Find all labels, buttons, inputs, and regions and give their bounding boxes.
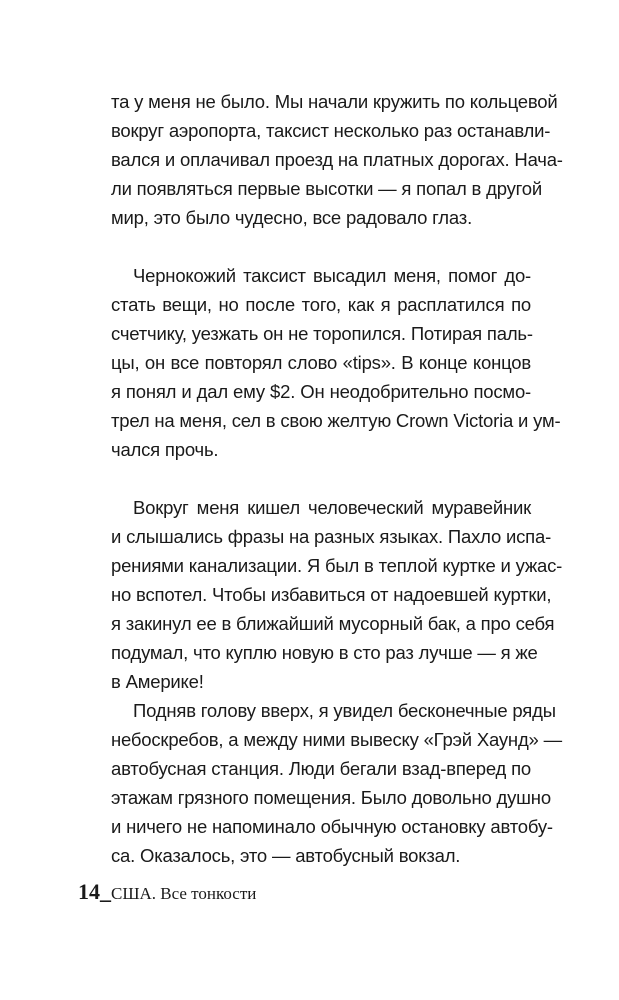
text-line: та у меня не было. Мы начали кружить по кольцевой <box>111 91 558 112</box>
text-line: цы, он все повторял слово «tips». В конце концов <box>111 352 531 373</box>
book-title: США. Все тонкости <box>111 884 257 903</box>
text-line: я понял и дал ему $2. Он неодобрительно посмо- <box>111 381 531 402</box>
text-line: вался и оплачивал проезд на платных дорогах. Нача- <box>111 149 563 170</box>
footer-separator: _ <box>100 879 111 904</box>
text-line: этажам грязного помещения. Было довольно душно <box>111 787 551 808</box>
text-line: вокруг аэропорта, таксист несколько раз останавли- <box>111 120 551 141</box>
text-line: Вокруг меня кишел человеческий муравейник <box>133 497 531 518</box>
text-line: мир, это было чудесно, все радовало глаз. <box>111 207 473 228</box>
text-line: в Америке! <box>111 671 204 692</box>
text-line: са. Оказалось, это — автобусный вокзал. <box>111 845 461 866</box>
text-line: счетчику, уезжать он не торопился. Потирая паль- <box>111 323 533 344</box>
text-line: подумал, что куплю новую в сто раз лучше — я же <box>111 642 538 663</box>
text-line: стать вещи, но после того, как я расплатился по <box>111 294 531 315</box>
text-line: чался прочь. <box>111 439 219 460</box>
text-line: рениями канализации. Я был в теплой куртке и ужас- <box>111 555 563 576</box>
text-line: я закинул ее в ближайший мусорный бак, а про себя <box>111 613 555 634</box>
text-line: Подняв голову вверх, я увидел бесконечные ряды <box>133 700 556 721</box>
page-number: 14 <box>78 879 100 904</box>
page-footer <box>78 877 256 907</box>
text-line: Чернокожий таксист высадил меня, помог до- <box>133 265 531 286</box>
text-line: и слышались фразы на разных языках. Пахло испа- <box>111 526 552 547</box>
text-line: но вспотел. Чтобы избавиться от надоевшей куртки, <box>111 584 552 605</box>
text-line: и ничего не напоминало обычную остановку автобу- <box>111 816 553 837</box>
text-line: небоскребов, а между ними вывеску «Грэй Хаунд» — <box>111 729 562 750</box>
text-line: автобусная станция. Люди бегали взад-вперед по <box>111 758 531 779</box>
text-line: ли появляться первые высотки — я попал в другой <box>111 178 542 199</box>
text-line: трел на меня, сел в свою желтую Crown Victoria и ум- <box>111 410 561 431</box>
